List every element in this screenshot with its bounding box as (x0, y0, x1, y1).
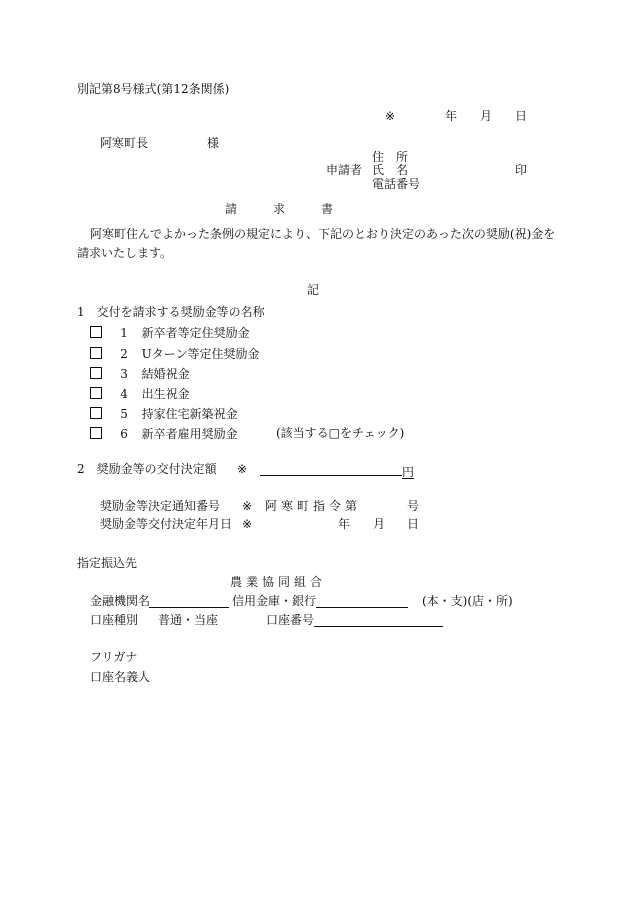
notice-number-label: 奨励金等決定通知番号 (100, 499, 221, 513)
decision-date-mark: ※ (242, 517, 253, 531)
bank-heading: 指定振込先 (77, 556, 138, 570)
document-title: 請 求 書 (225, 202, 334, 216)
institution-label: 金融機関名 (90, 594, 151, 608)
branch-name-field[interactable] (316, 595, 408, 608)
branch-types: (本・支)(店・所) (422, 594, 513, 608)
header-day: 日 (515, 109, 528, 123)
list-item: 2 Uターン等定住奨励金 (90, 347, 260, 360)
header-month: 月 (480, 109, 493, 123)
checkbox-6[interactable] (90, 427, 102, 439)
amount-field[interactable] (260, 462, 414, 479)
notice-number-text: 阿寒町指令第 (265, 499, 362, 513)
amount-mark: ※ (237, 462, 248, 476)
list-item: 3 結婚祝金 (90, 367, 190, 380)
account-type-value: 普通・当座 (158, 613, 219, 627)
checkbox-1[interactable] (90, 326, 102, 338)
checkbox-5[interactable] (90, 407, 102, 419)
applicant-label: 申請者 (326, 163, 363, 177)
checkbox-4[interactable] (90, 387, 102, 399)
list-item: 1 新卒者等定住奨励金 (90, 326, 250, 339)
applicant-name-label: 氏 名 (372, 163, 409, 177)
notice-number-mark: ※ (242, 499, 253, 513)
section2-heading: 2 奨励金等の交付決定額 (77, 462, 217, 476)
applicant-phone-label: 電話番号 (372, 177, 421, 191)
addressee-name: 阿寒町長 (100, 136, 149, 150)
decision-date-day: 日 (407, 517, 420, 531)
account-type-label: 口座種別 (90, 613, 139, 627)
form-label: 別記第8号様式(第12条関係) (77, 82, 230, 96)
list-item: 6 新卒者雇用奨励金 (90, 427, 238, 440)
coop-label: 農業協同組合 (230, 575, 327, 589)
account-holder-label: 口座名義人 (90, 670, 151, 684)
applicant-address-label: 住 所 (372, 150, 409, 164)
ki-heading: 記 (307, 283, 320, 297)
notice-number-unit: 号 (407, 499, 420, 513)
checkbox-3[interactable] (90, 367, 102, 379)
section1-heading: 1 交付を請求する奨励金等の名称 (77, 305, 265, 319)
decision-date-year: 年 (338, 517, 351, 531)
addressee-honorific: 様 (207, 136, 220, 150)
decision-date-label: 奨励金等交付決定年月日 (100, 517, 233, 531)
seal-mark: 印 (515, 163, 528, 177)
institution-types: 信用金庫・銀行 (232, 594, 317, 608)
header-year: 年 (445, 109, 458, 123)
furigana-label: フリガナ (90, 650, 138, 664)
list-item: 4 出生祝金 (90, 387, 190, 400)
account-number-field[interactable] (314, 614, 443, 627)
decision-date-month: 月 (373, 517, 386, 531)
account-number-label: 口座番号 (266, 613, 315, 627)
checkbox-2[interactable] (90, 347, 102, 359)
header-mark: ※ (385, 109, 396, 123)
list-item: 5 持家住宅新築祝金 (90, 407, 238, 420)
institution-name-field[interactable] (149, 595, 229, 608)
intro-line-1: 阿寒町住んでよかった条例の規定により、下記のとおり決定のあった次の奨励(祝)金を (90, 227, 556, 241)
amount-unit: 円 (402, 465, 415, 479)
check-note: (該当する□をチェック) (276, 426, 405, 440)
intro-line-2: 請求いたします。 (77, 246, 173, 260)
